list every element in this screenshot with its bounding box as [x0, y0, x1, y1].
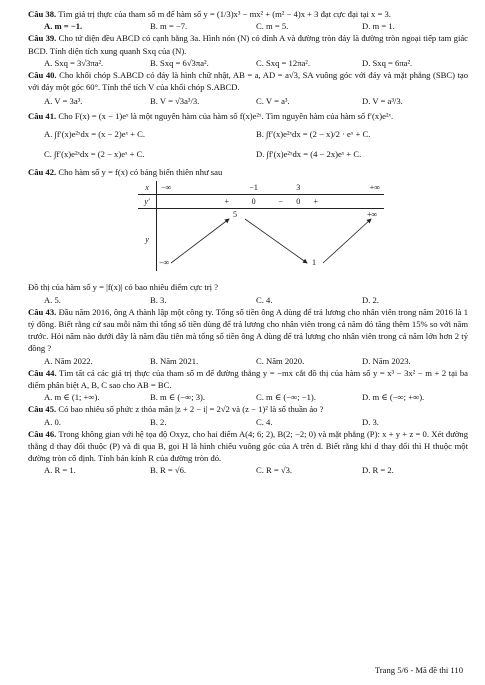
question-41 — [28, 110, 468, 122]
option-b: B. 3. — [150, 294, 167, 305]
question-text: Cho tứ diện đều ABCD có cạnh bằng 3a. Hình nón (N) có đỉnh A và đường tròn đáy là đường tròn ngoại tiếp tam giác BCD. Tính diện tích xung quanh Sxq của (N). — [28, 33, 468, 56]
question-text: Tìm tất cả các giá trị thực của tham số m để đường thẳng y = −mx cắt đồ thị của hàm số y = x³ − 3x² − m + 2 tại ba điểm phân biệt A, B, C sao cho AB = BC. — [28, 367, 468, 391]
option-d: D. m = 1. — [362, 21, 395, 32]
sign-value: + — [306, 195, 325, 209]
y-value: 5 — [233, 210, 237, 220]
question-43 — [28, 306, 468, 355]
question-46 — [28, 428, 468, 465]
option-a: A. 5. — [44, 294, 61, 305]
sign-value: 0 — [236, 195, 271, 209]
question-number: Câu 41. — [28, 110, 57, 121]
options-46 — [28, 464, 468, 476]
increase-arrow — [323, 219, 371, 263]
question-text: Đầu năm 2016, ông A thành lập một công ty. Tổng số tiền ông A dùng để trả lương cho nhân viên trong năm 2016 là 1 tỷ đồng. Biết rằng cứ sau mỗi năm thì tổng số tiền dùng để trả lương cho nhân viên trong cả năm đó tăng thêm 15% so với năm trước. Hỏi năm nào dưới đây là năm đầu tiên mà tổng số tiền ông A dùng để trả lương cho nhân viên trong cả năm lớn hơn 2 tỷ đồng ? — [28, 306, 468, 354]
option-c: C. m ∈ (−∞; −1). — [256, 392, 316, 403]
question-42-prompt: Đồ thị của hàm số y = |f(x)| có bao nhiêu điểm cực trị ? — [28, 282, 219, 293]
option-b: B. V = √3a³/3. — [150, 96, 200, 107]
y-value: +∞ — [367, 210, 378, 220]
options-39 — [28, 57, 468, 69]
variation-arrows — [157, 209, 385, 271]
option-a: A. V = 3a³. — [44, 96, 83, 107]
option-c: C. Sxq = 12πa². — [256, 57, 311, 68]
option-d: D. Sxq = 6πa². — [362, 57, 413, 68]
question-44 — [28, 367, 468, 391]
question-text: Trong không gian với hệ tọa độ Oxyz, cho hai điểm A(4; 6; 2), B(2; −2; 0) và mặt phẳng (P): x + y + z = 0. Xét đường thẳng d thay đổi thuộc (P) và đi qua B, gọi H là hình chiếu vuông góc của A trên d. Biết rằng khi d thay đổi thì H thuộc một đường tròn cố định. Tính bán kính R của đường tròn đó. — [28, 428, 468, 464]
x-value: +∞ — [325, 181, 384, 195]
option-c: C. V = a³. — [256, 96, 290, 107]
x-value: −1 — [236, 181, 271, 195]
question-text: Có bao nhiêu số phức z thỏa mãn |z + 2 − i| = 2√2 và (z − 1)² là số thuần ảo ? — [58, 404, 324, 415]
sign-value: 0 — [290, 195, 307, 209]
option-a: A. m = −1. — [44, 21, 83, 32]
option-a: A. Sxq = 3√3πa². — [44, 57, 104, 68]
options-38 — [28, 20, 468, 32]
question-number: Câu 38. — [28, 9, 57, 19]
option-b: B. m = −7. — [150, 21, 188, 32]
sign-value: − — [271, 195, 290, 209]
option-a: A. m ∈ (1; +∞). — [44, 392, 100, 403]
option-a: A. Năm 2022. — [44, 355, 93, 366]
question-40 — [28, 69, 468, 93]
question-number: Câu 42. — [28, 167, 57, 178]
question-45 — [28, 403, 468, 415]
option-c: C. ∫f′(x)e²ˣdx = (2 − x)eˣ + C. — [44, 149, 145, 160]
option-d: D. 2. — [362, 294, 379, 305]
question-number: Câu 43. — [28, 306, 57, 317]
x-row-label: x — [138, 181, 157, 195]
options-42 — [28, 294, 468, 306]
options-41-row1 — [28, 128, 468, 140]
option-b: B. Năm 2021. — [150, 355, 199, 366]
question-number: Câu 44. — [28, 367, 57, 378]
option-b: B. 2. — [150, 416, 167, 427]
option-a: A. 0. — [44, 416, 61, 427]
question-39 — [28, 32, 468, 56]
option-b: B. Sxq = 6√3πa². — [150, 57, 209, 68]
question-38 — [28, 8, 468, 20]
option-d: D. m ∈ (−∞; +∞). — [362, 392, 425, 403]
exam-page — [28, 8, 468, 477]
question-number: Câu 46. — [28, 428, 57, 439]
increase-arrow — [171, 219, 229, 263]
option-b: B. R = √6. — [150, 465, 187, 476]
question-text: Cho F(x) = (x − 1)eˣ là một nguyên hàm của hàm số f(x)e²ˣ. Tìm nguyên hàm của hàm số f′(x)e²ˣ. — [58, 110, 394, 121]
question-number: Câu 45. — [28, 404, 57, 415]
sign-value: + — [217, 195, 236, 209]
question-42 — [28, 166, 468, 178]
option-d: D. ∫f′(x)e²ˣdx = (4 − 2x)eˣ + C. — [256, 149, 362, 160]
y-value: −∞ — [159, 258, 170, 268]
y-row-label: y — [138, 209, 157, 272]
option-a: A. ∫f′(x)e²ˣdx = (x − 2)eˣ + C. — [44, 128, 146, 139]
option-c: C. m = 5. — [256, 21, 289, 32]
option-c: C. Năm 2020. — [256, 355, 305, 366]
question-text: Tìm giá trị thực của tham số m để hàm số y = (1/3)x³ − mx² + (m² − 4)x + 3 đạt cực đại tại x = 3. — [58, 9, 391, 19]
question-text: Cho khối chóp S.ABCD có đáy là hình chữ nhật, AB = a, AD = a√3, SA vuông góc với đáy và mặt phẳng (SBC) tạo với đáy một góc 60°. Tính thể tích V của khối chóp S.ABCD. — [28, 70, 468, 93]
page-footer: Trang 5/6 - Mã đề thi 110 — [374, 665, 463, 675]
options-45 — [28, 416, 468, 428]
options-43 — [28, 355, 468, 367]
question-number: Câu 40. — [28, 70, 57, 81]
decrease-arrow — [245, 219, 307, 263]
yprime-row-label: y′ — [138, 195, 157, 209]
option-a: A. R = 1. — [44, 465, 76, 476]
option-b: B. m ∈ (−∞; 3). — [150, 392, 206, 403]
variation-table — [138, 181, 384, 277]
option-c: C. R = √3. — [256, 465, 293, 476]
question-text: Cho hàm số y = f(x) có bảng biến thiên như sau — [58, 167, 223, 178]
y-value: 1 — [312, 258, 316, 268]
x-value: −∞ — [157, 181, 218, 195]
question-number: Câu 39. — [28, 33, 57, 44]
options-44 — [28, 391, 468, 403]
options-41-row2 — [28, 148, 468, 160]
option-d: D. V = a³/3. — [362, 96, 403, 107]
options-40 — [28, 95, 468, 107]
option-d: D. 3. — [362, 416, 379, 427]
option-c: C. 4. — [256, 416, 273, 427]
x-value: 3 — [290, 181, 307, 195]
option-d: D. Năm 2023. — [362, 355, 411, 366]
option-c: C. 4. — [256, 294, 273, 305]
option-d: D. R = 2. — [362, 465, 394, 476]
option-b: B. ∫f′(x)e²ˣdx = (2 − x)/2 · eˣ + C. — [256, 128, 371, 139]
